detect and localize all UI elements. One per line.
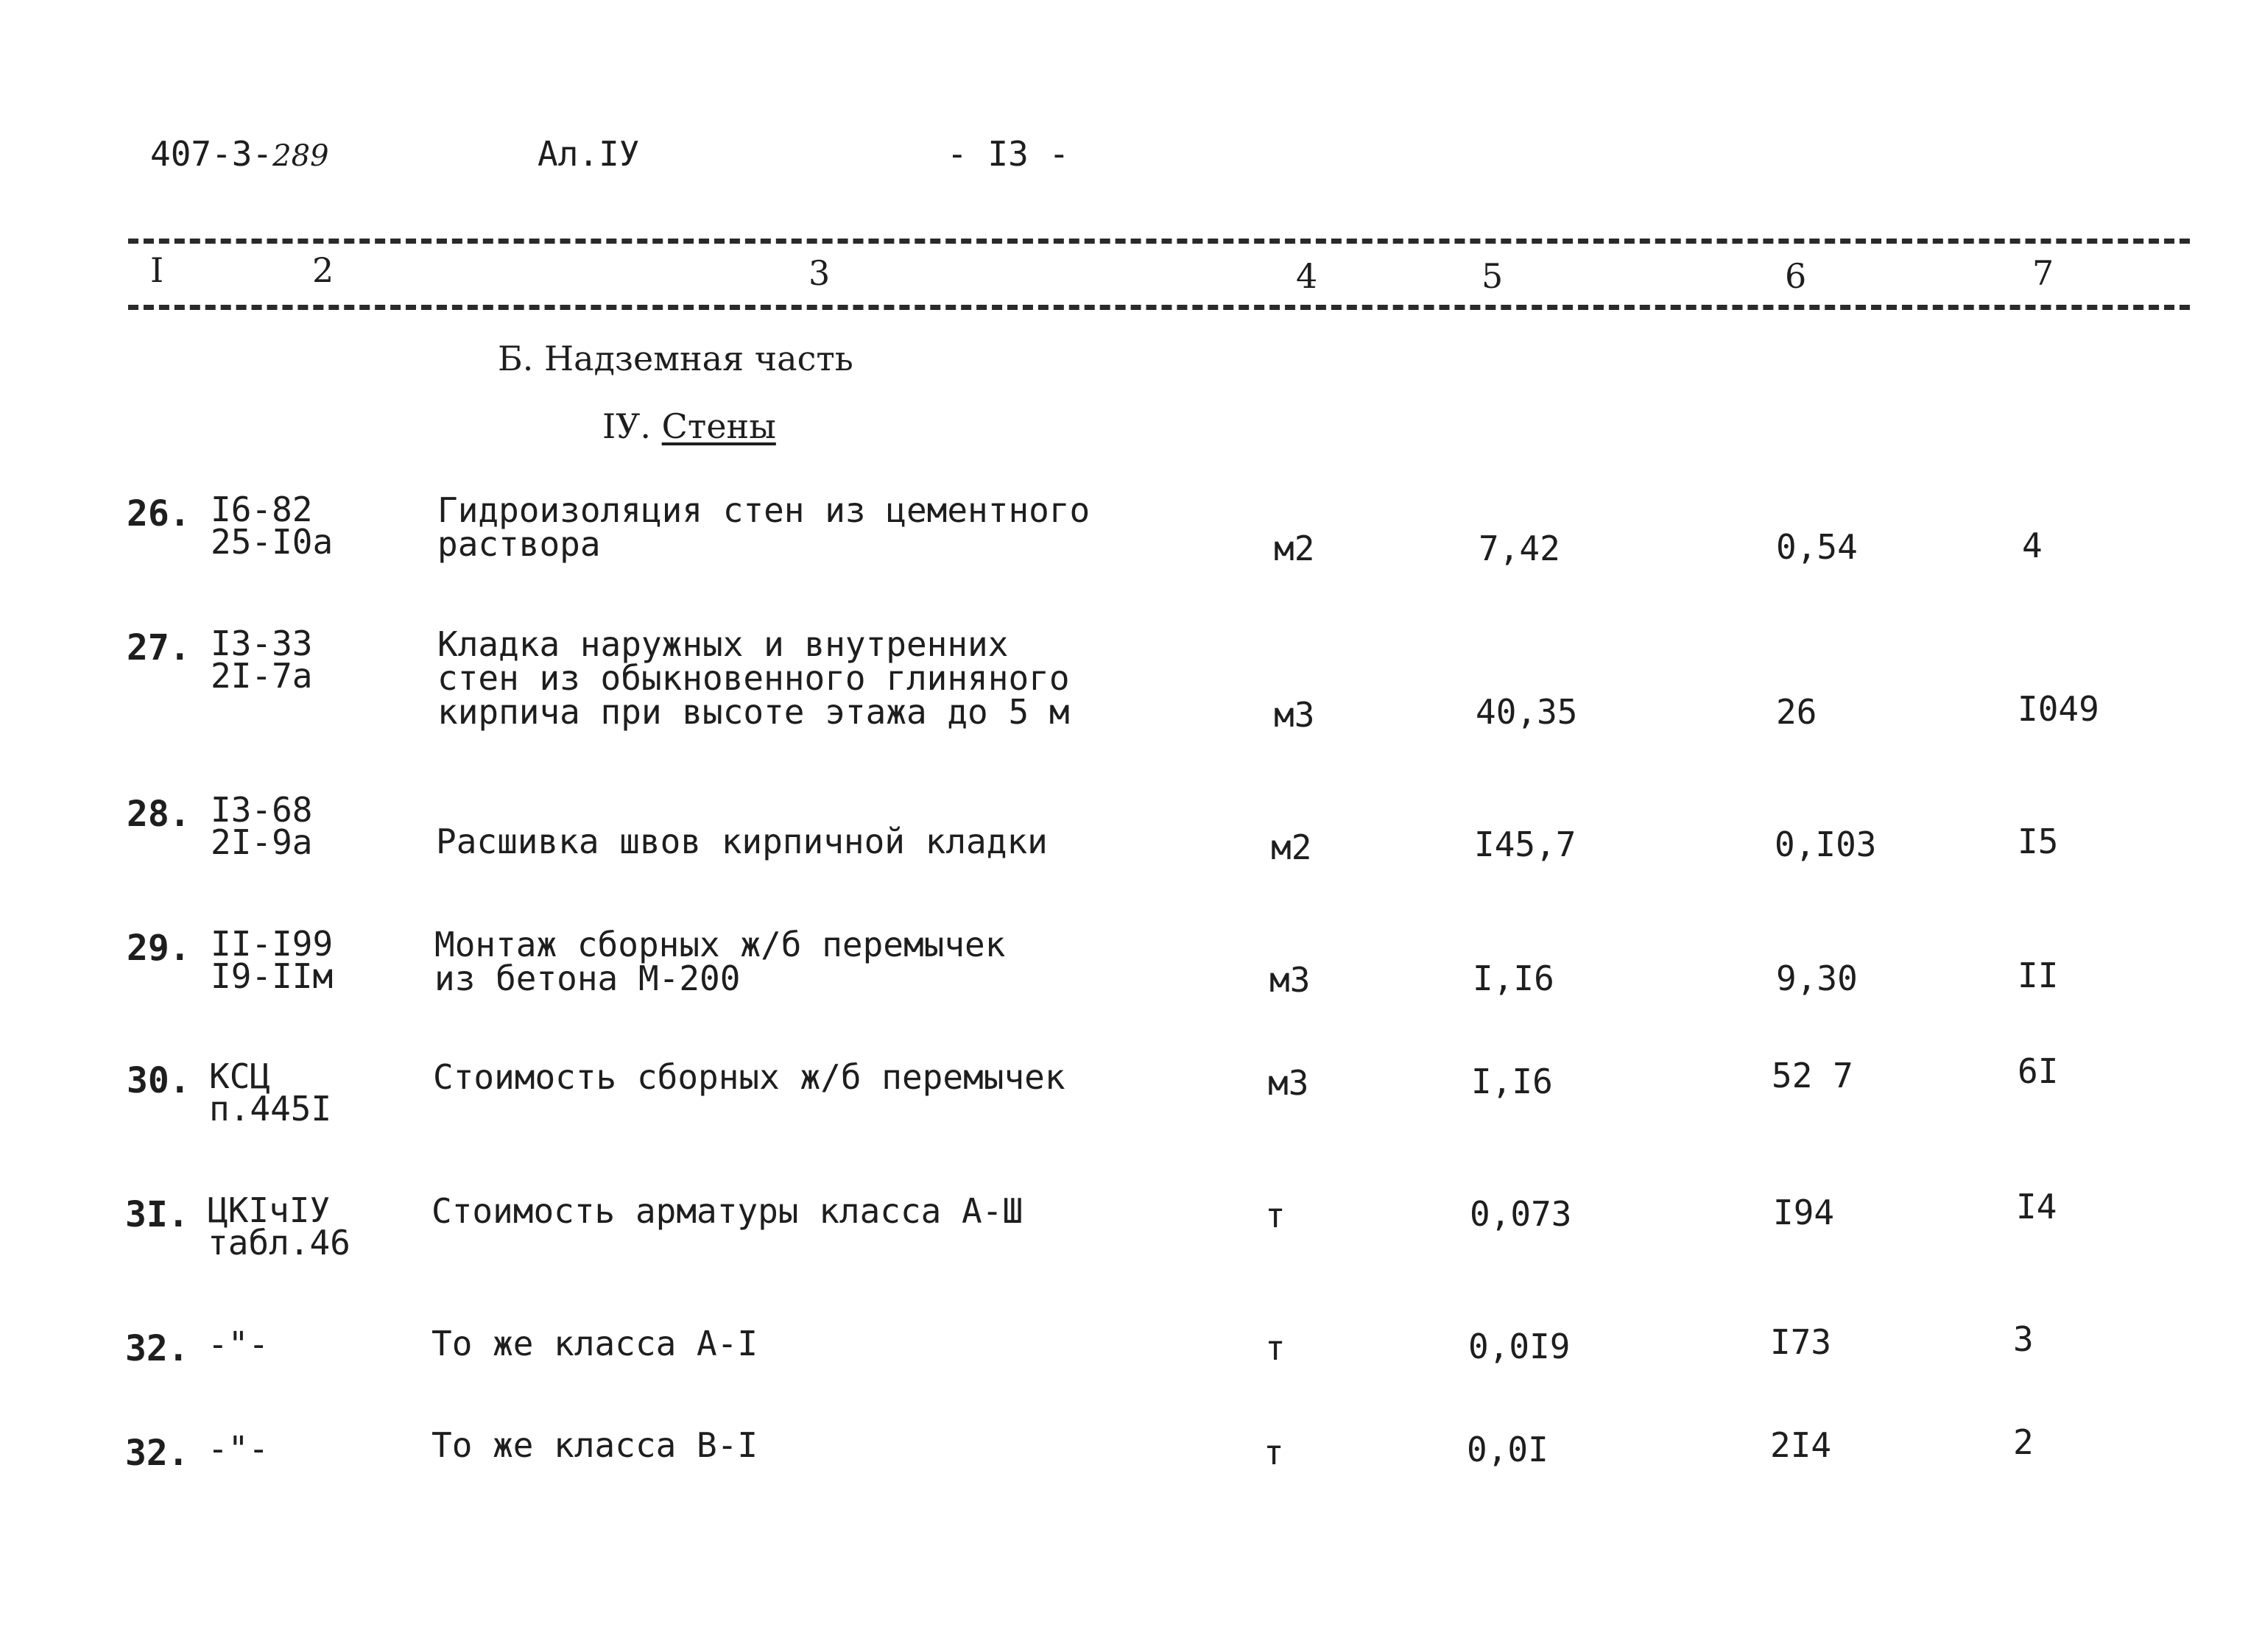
row-number: 32. [125, 1433, 189, 1474]
unit-cell: м3 [1274, 695, 1315, 735]
work-description-line: стен из обыкновенного глиняного [437, 658, 1070, 698]
header-rule-bottom [128, 305, 2190, 310]
unit-cell: м3 [1269, 960, 1311, 1000]
subsection-name: Стены [661, 406, 776, 446]
column-number-6: 6 [1785, 256, 1807, 296]
quantity-cell: 0,0I9 [1468, 1327, 1571, 1366]
page-number: - I3 - [947, 134, 1070, 174]
row-number: 3I. [125, 1194, 189, 1235]
rate-reference-line: I6-82 [211, 490, 313, 529]
work-description-line: Монтаж сборных ж/б перемычек [434, 925, 1006, 964]
quantity-cell: I,I6 [1473, 959, 1554, 998]
quantity-cell: 0,0I [1467, 1430, 1548, 1469]
work-description [436, 822, 1048, 861]
work-description-line: Гидроизоляция стен из цементного [437, 490, 1091, 530]
rate-reference [208, 1324, 269, 1364]
header-rule-top [128, 239, 2190, 244]
work-description-line: из бетона М-200 [434, 959, 741, 998]
column-number-5: 5 [1481, 256, 1504, 296]
row-number: 32. [125, 1328, 189, 1369]
work-description-line: Стоимость сборных ж/б перемычек [433, 1057, 1065, 1097]
column-number-1: I [150, 250, 164, 290]
column-number-3: 3 [808, 253, 831, 293]
rate-reference-line: I3-33 [211, 624, 313, 663]
document-code [150, 134, 329, 174]
work-description-line: То же класса В-I [431, 1425, 758, 1465]
subsection-number: IУ. [602, 406, 652, 446]
section-title: Б. Надземная часть [498, 339, 853, 378]
work-description [437, 490, 1091, 564]
unit-price-cell: 0,54 [1776, 527, 1858, 567]
quantity-cell: I45,7 [1474, 825, 1576, 864]
total-cost-cell: 6I [2018, 1051, 2059, 1091]
unit-cell: т [1264, 1433, 1284, 1472]
rate-reference-line: п.445I [209, 1089, 332, 1129]
quantity-cell: 40,35 [1476, 692, 1578, 732]
work-description [434, 925, 1006, 998]
work-description [431, 1324, 758, 1363]
rate-reference-line: -"- [208, 1324, 269, 1364]
work-description [431, 1191, 1023, 1231]
unit-cell: м3 [1268, 1063, 1309, 1103]
rate-reference [209, 1056, 332, 1129]
work-description-line: Кладка наружных и внутренних [437, 624, 1009, 664]
document-code-handwritten: 289 [272, 139, 329, 173]
unit-price-cell: I73 [1770, 1322, 1832, 1362]
rate-reference-line: ЦКIчIУ [208, 1190, 331, 1230]
unit-price-cell: 52 7 [1772, 1056, 1853, 1095]
rate-reference [211, 790, 313, 862]
row-number: 26. [127, 493, 191, 534]
row-number: 29. [127, 928, 191, 969]
unit-cell: м2 [1274, 529, 1315, 568]
unit-price-cell: I94 [1773, 1193, 1835, 1232]
work-description-line: кирпича при высоте этажа до 5 м [437, 692, 1070, 732]
subsection-title [602, 406, 776, 446]
work-description-line: То же класса А-I [431, 1324, 758, 1363]
quantity-cell: 7,42 [1479, 529, 1560, 568]
rate-reference-line: табл.46 [208, 1223, 350, 1263]
quantity-cell: 0,073 [1470, 1194, 1572, 1234]
total-cost-cell: 2 [2013, 1422, 2034, 1462]
total-cost-cell: I5 [2018, 822, 2059, 861]
rate-reference [211, 490, 334, 562]
work-description-line: Расшивка швов кирпичной кладки [436, 822, 1048, 861]
rate-reference [211, 624, 313, 696]
unit-price-cell: 0,I03 [1775, 825, 1877, 864]
row-number: 27. [127, 627, 191, 668]
rate-reference [211, 924, 334, 996]
work-description [431, 1425, 758, 1465]
unit-price-cell: 2I4 [1770, 1425, 1832, 1465]
column-number-2: 2 [312, 250, 334, 290]
rate-reference-line: I9-IIм [211, 956, 334, 996]
rate-reference-line: 2I-9а [211, 822, 313, 862]
work-description [437, 624, 1070, 732]
total-cost-cell: I049 [2018, 689, 2099, 729]
row-number: 28. [127, 794, 191, 835]
rate-reference [208, 1429, 269, 1469]
rate-reference-line: I3-68 [211, 790, 313, 830]
rate-reference [208, 1190, 350, 1263]
column-number-4: 4 [1296, 256, 1318, 296]
rate-reference-line: 2I-7а [211, 656, 313, 696]
total-cost-cell: II [2018, 956, 2059, 995]
unit-cell: т [1265, 1196, 1286, 1235]
total-cost-cell: 3 [2013, 1319, 2034, 1359]
work-description-line: раствора [437, 524, 601, 564]
unit-cell: т [1265, 1328, 1286, 1368]
total-cost-cell: 4 [2022, 526, 2043, 565]
album-label: Ал.IУ [538, 134, 640, 174]
unit-price-cell: 9,30 [1776, 959, 1858, 998]
total-cost-cell: I4 [2016, 1187, 2057, 1226]
unit-cell: м2 [1271, 827, 1312, 867]
work-description-line: Стоимость арматуры класса А-Ш [431, 1191, 1023, 1231]
rate-reference-line: II-I99 [211, 924, 334, 964]
rate-reference-line: -"- [208, 1429, 269, 1469]
column-number-7: 7 [2032, 253, 2054, 293]
rate-reference-line: 25-I0а [211, 522, 334, 562]
quantity-cell: I,I6 [1471, 1062, 1553, 1101]
document-code-printed: 407-3- [150, 134, 273, 174]
work-description [433, 1057, 1065, 1097]
unit-price-cell: 26 [1776, 692, 1817, 732]
row-number: 30. [127, 1060, 191, 1101]
rate-reference-line: КСЦ [209, 1056, 271, 1096]
